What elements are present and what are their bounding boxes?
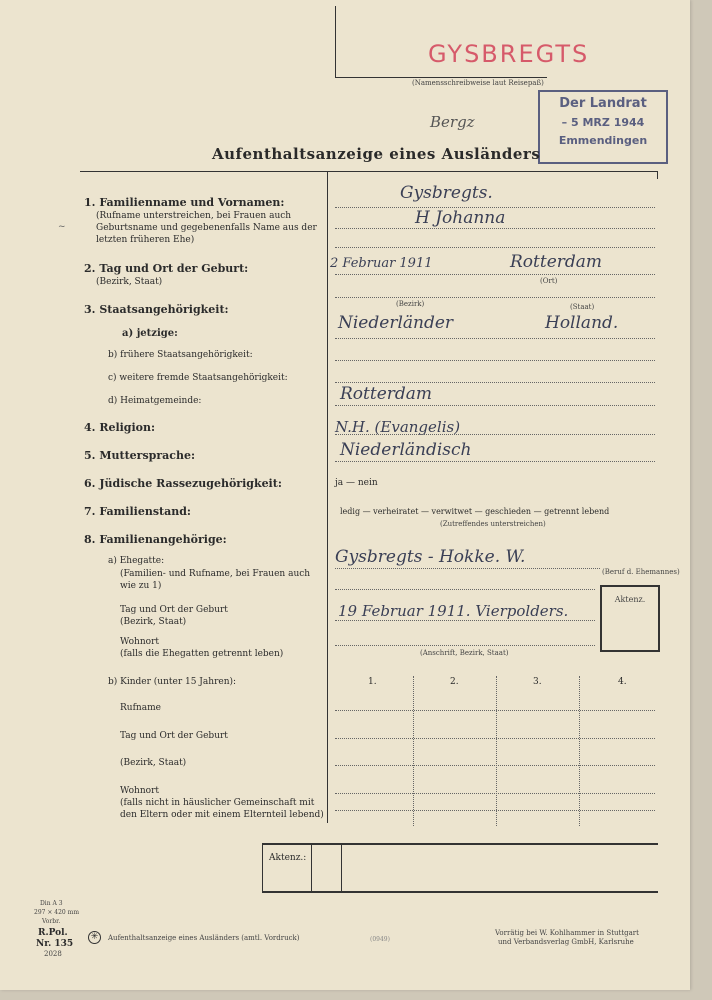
- page-title: Aufenthaltsanzeige eines Ausländers: [212, 145, 541, 163]
- aktenz-box: [600, 585, 660, 652]
- line-q1-b: [335, 228, 655, 229]
- stamp-line-3: Emmendingen: [558, 134, 648, 147]
- label-q8a-birth: Tag und Ort der Geburt: [120, 605, 228, 615]
- line-q8a-b: [335, 589, 595, 590]
- label-q8b-birth-sub: (Bezirk, Staat): [120, 758, 187, 768]
- label-q8a-sub: (Familien- und Rufname, bei Frauen auch wie zu 1): [120, 569, 311, 591]
- answer-jewish: ja — nein: [335, 478, 378, 488]
- answer-marital: ledig — verheiratet — verwitwet — geschieden — getrennt lebend: [340, 507, 610, 516]
- bottom-aktenz-divider-1: [311, 845, 312, 891]
- child-row-4: [335, 793, 655, 794]
- caption-beruf: (Beruf d. Ehemannes): [602, 568, 680, 576]
- label-q4: 4. Religion:: [84, 421, 156, 434]
- line-q8a-d: [335, 645, 595, 646]
- footer-center-mark: (0949): [370, 936, 390, 943]
- answer-birth-place: Rotterdam: [510, 252, 603, 272]
- bottom-aktenz-divider-2: [341, 845, 342, 891]
- answer-birth-date: 2 Februar 1911: [330, 256, 433, 271]
- answer-religion: N.H. (Evangelis): [335, 418, 461, 436]
- child-col-4: 4.: [618, 677, 627, 687]
- label-q3a: a) jetzige:: [122, 328, 178, 339]
- footer-publisher-2: und Verbandsverlag GmbH, Karlsruhe: [498, 938, 634, 946]
- child-row-1: [335, 710, 655, 711]
- caption-staat: (Staat): [570, 303, 595, 311]
- label-q8a-res: Wohnort: [120, 637, 159, 647]
- line-q8a-c: [335, 620, 595, 621]
- label-q2-sub: (Bezirk, Staat): [96, 277, 163, 287]
- label-q8a: a) Ehegatte:: [108, 556, 165, 566]
- label-q3b: b) frühere Staatsangehörigkeit:: [108, 350, 253, 360]
- frame-right-top: [657, 171, 658, 179]
- footer-format-3: Vorbr.: [42, 918, 61, 925]
- label-q8: 8. Familienangehörige:: [84, 533, 227, 546]
- name-box-bottom-rule: [335, 77, 547, 78]
- name-caption: (Namensschreibweise laut Reisepaß): [412, 79, 544, 87]
- frame-divider: [327, 171, 328, 823]
- footer-form-2: Nr. 135: [36, 939, 74, 949]
- answer-given: H Johanna: [415, 208, 506, 228]
- label-q8b-res: Wohnort: [120, 786, 159, 796]
- bottom-aktenz-box: [262, 843, 658, 893]
- answer-spouse-birth: 19 Februar 1911. Vierpolders.: [338, 602, 569, 620]
- label-q7: 7. Familienstand:: [84, 505, 191, 518]
- received-stamp: [538, 90, 668, 164]
- label-q8b-res-sub: (falls nicht in häuslicher Gemeinschaft mit den Eltern oder mit einem Elternteil lebend): [120, 798, 324, 820]
- footer-format-2: 297 × 420 mm: [34, 909, 80, 916]
- answer-spouse: Gysbregts - Hokke. W.: [335, 547, 526, 567]
- name-box-top-rule: [335, 6, 336, 78]
- label-q8b-birth: Tag und Ort der Geburt: [120, 731, 228, 741]
- caption-ort: (Ort): [540, 277, 558, 285]
- label-q1-sub: (Rufname unterstreichen, bei Frauen auch Geburtsname und gegebenenfalls Name aus der letzten früheren Ehe): [96, 211, 317, 245]
- answer-country: Holland.: [545, 313, 619, 333]
- label-q8a-res-sub: (falls die Ehegatten getrennt leben): [120, 649, 284, 659]
- caption-anschrift: (Anschrift, Bezirk, Staat): [420, 649, 509, 657]
- answer-language: Niederländisch: [340, 440, 472, 460]
- label-q3c: c) weitere fremde Staatsangehörigkeit:: [108, 373, 288, 383]
- pencil-note: Bergz: [430, 113, 475, 131]
- line-q4: [335, 434, 655, 435]
- line-q2-b: [335, 297, 655, 298]
- label-q3: 3. Staatsangehörigkeit:: [84, 303, 229, 316]
- label-q2: 2. Tag und Ort der Geburt:: [84, 262, 249, 275]
- child-col-3: 3.: [533, 677, 542, 687]
- caption-bezirk: (Bezirk): [396, 300, 425, 308]
- label-q8a-birth-sub: (Bezirk, Staat): [120, 617, 187, 627]
- bottom-aktenz-label: Aktenz.:: [269, 853, 307, 863]
- circled-asterisk-icon: ✳: [88, 931, 101, 944]
- label-q1: 1. Familienname und Vornamen:: [84, 196, 285, 209]
- child-col-2: 2.: [450, 677, 459, 687]
- frame-top: [80, 171, 658, 172]
- footer-form-3: 2028: [44, 950, 62, 958]
- line-q1-c: [335, 247, 655, 248]
- line-q2: [335, 274, 655, 275]
- footer-form-name: Aufenthaltsanzeige eines Ausländers (amtl. Vordruck): [108, 934, 300, 942]
- child-vline-2: [496, 676, 497, 826]
- footer-publisher-1: Vorrätig bei W. Kohlhammer in Stuttgart: [495, 929, 639, 937]
- margin-mark: ~: [58, 222, 66, 232]
- stamp-line-2: – 5 MRZ 1944: [561, 116, 645, 129]
- label-q8b: b) Kinder (unter 15 Jahren):: [108, 677, 237, 687]
- stamp-line-1: Der Landrat: [559, 96, 647, 111]
- label-q5: 5. Muttersprache:: [84, 449, 196, 462]
- label-q6: 6. Jüdische Rassezugehörigkeit:: [84, 477, 282, 490]
- line-q5: [335, 461, 655, 462]
- caption-zutreffendes: (Zutreffendes unterstreichen): [440, 520, 546, 528]
- child-row-2: [335, 738, 655, 739]
- answer-nationality: Niederländer: [338, 313, 454, 333]
- line-q3c: [335, 382, 655, 383]
- line-q3d: [335, 405, 655, 406]
- child-row-3: [335, 765, 655, 766]
- label-q3d: d) Heimatgemeinde:: [108, 396, 202, 406]
- footer-form-1: R.Pol.: [38, 928, 68, 938]
- child-vline-1: [413, 676, 414, 826]
- surname-stamp: GYSBREGTS: [428, 40, 590, 68]
- label-q8b-name: Rufname: [120, 703, 161, 713]
- line-q8a: [335, 568, 600, 569]
- child-row-5: [335, 810, 655, 811]
- answer-surname: Gysbregts.: [400, 183, 493, 203]
- aktenz-box-label: Aktenz.: [614, 595, 646, 604]
- footer-format-1: Din A 3: [40, 900, 63, 907]
- child-vline-3: [579, 676, 580, 826]
- answer-home-town: Rotterdam: [340, 384, 433, 404]
- child-col-1: 1.: [368, 677, 377, 687]
- line-q3a: [335, 338, 655, 339]
- line-q3b: [335, 360, 655, 361]
